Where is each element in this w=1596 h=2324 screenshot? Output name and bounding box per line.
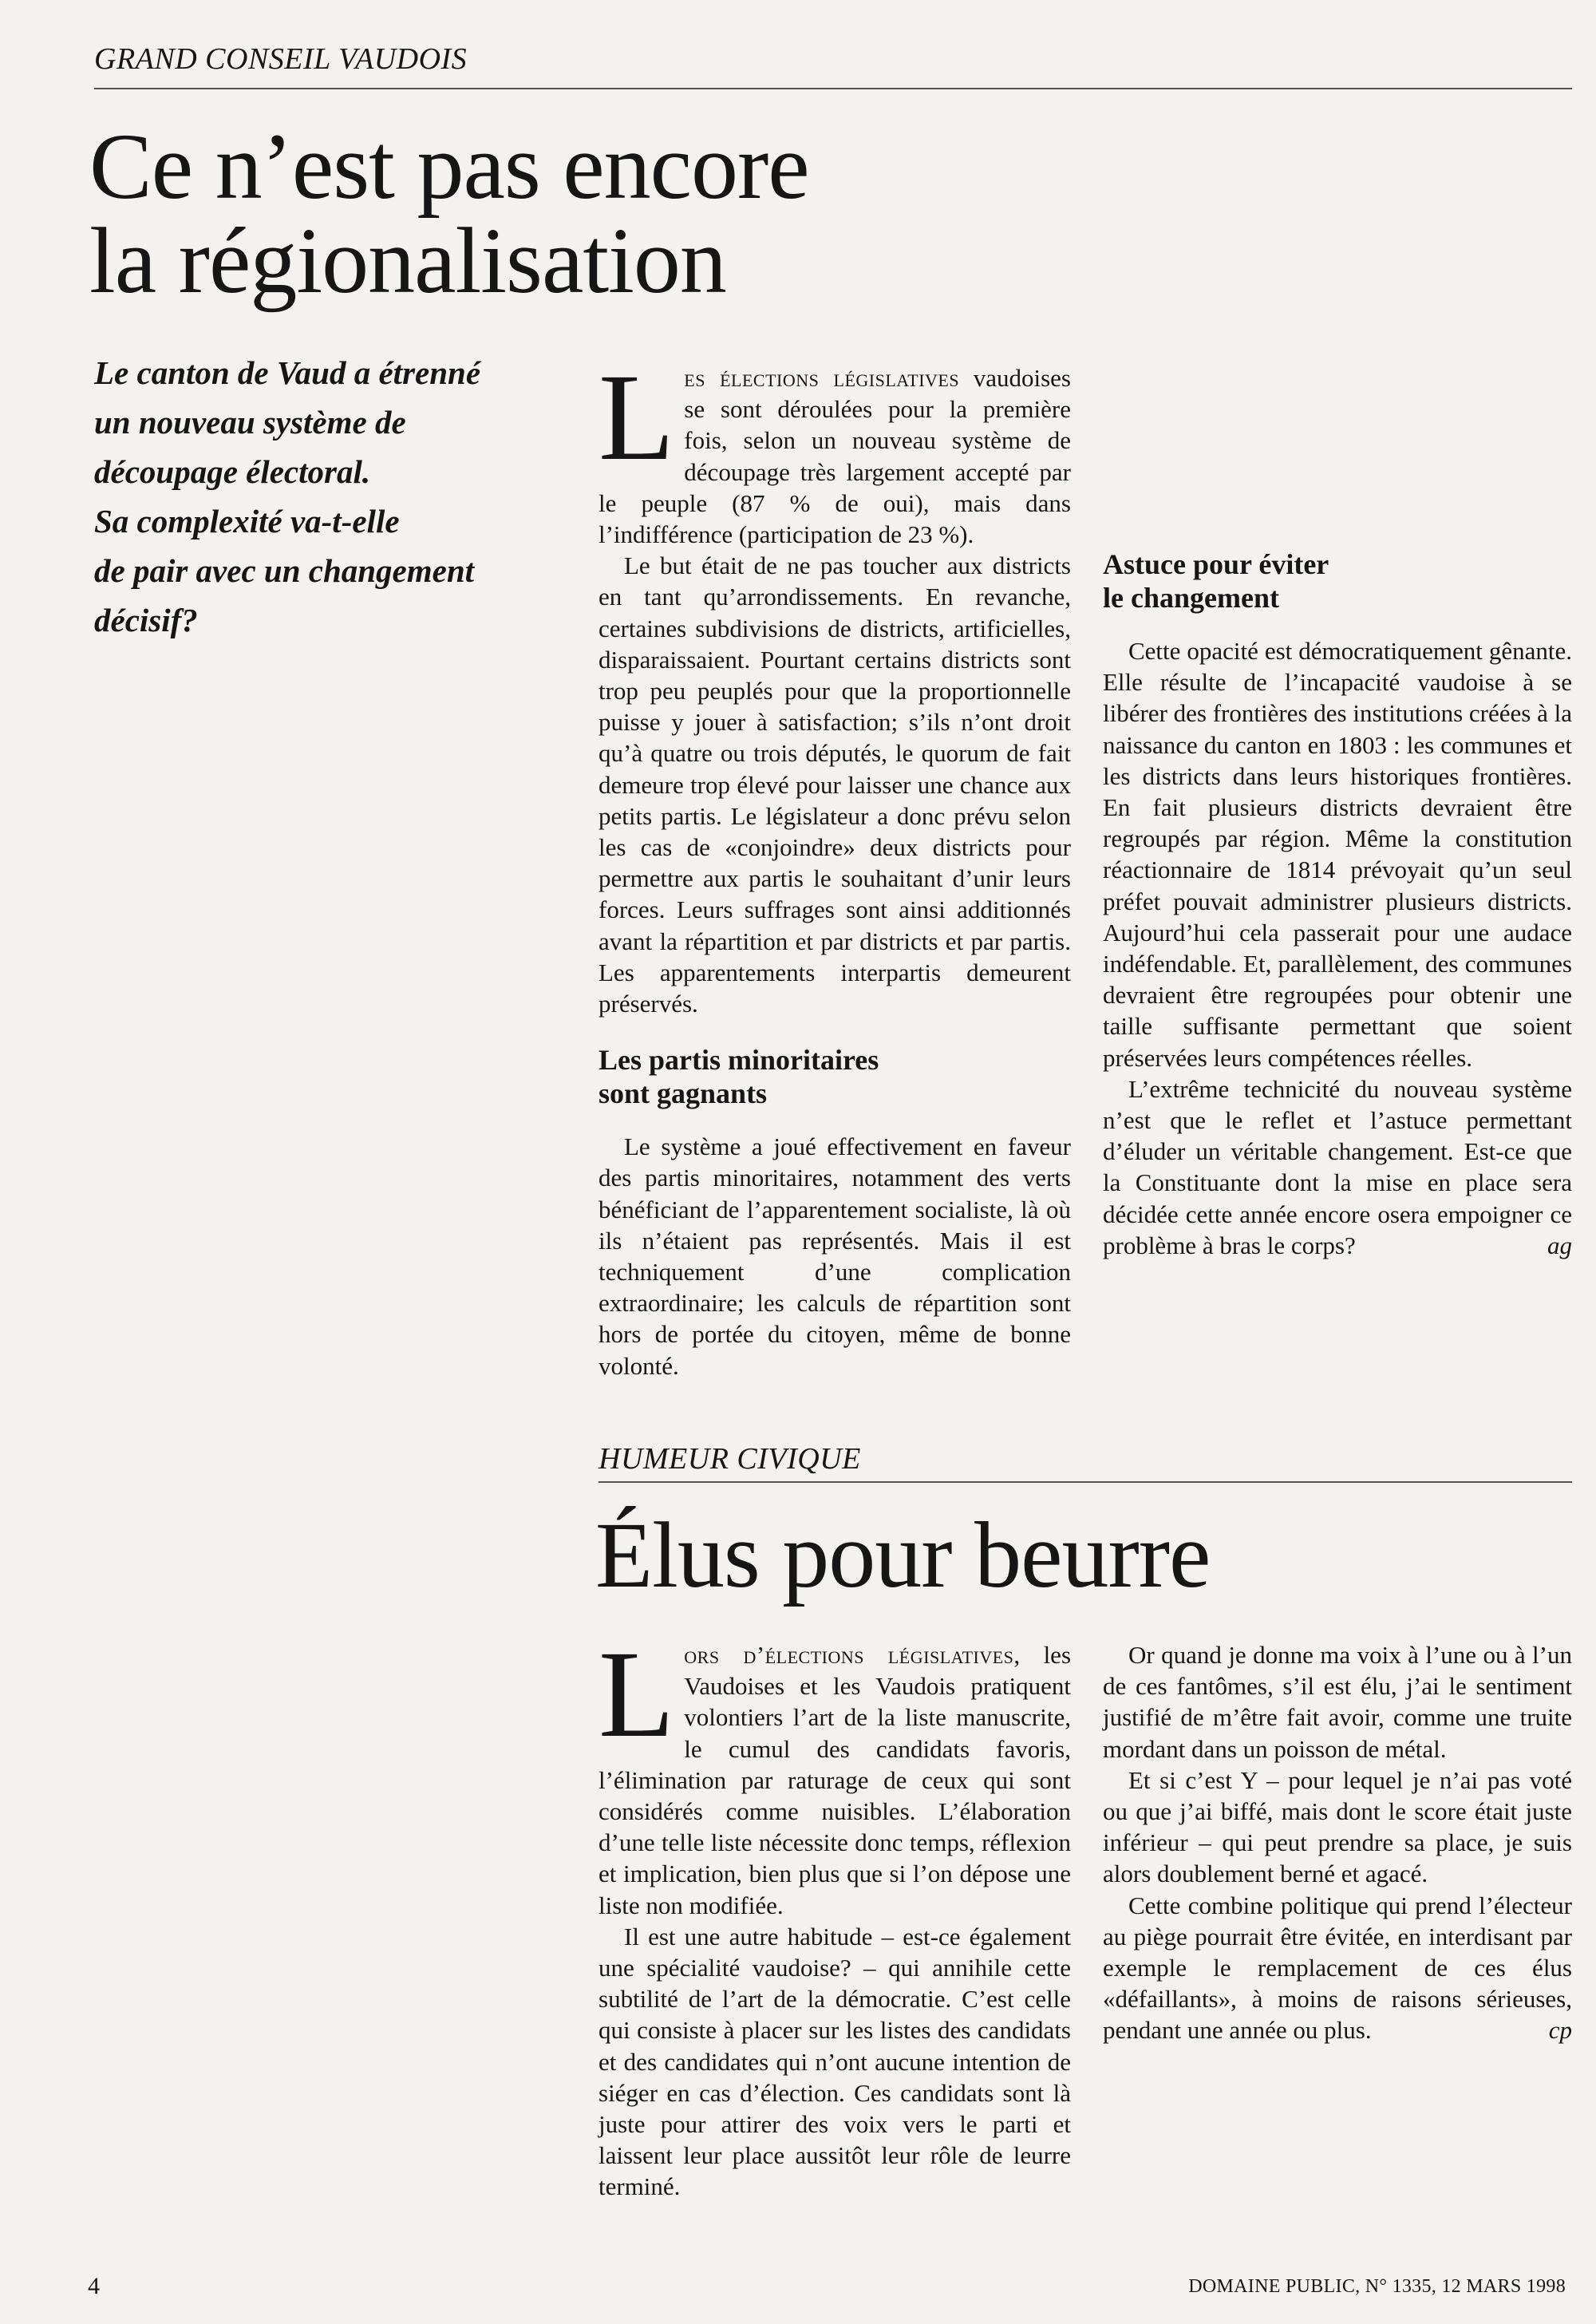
section-rule — [598, 1481, 1572, 1483]
section-kicker: HUMEUR CIVIQUE — [598, 1442, 861, 1476]
article-column-1 — [598, 348, 1071, 1381]
paragraph — [1103, 1890, 1572, 2046]
paragraph: Et si c’est Y – pour lequel je n’ai pas voté ou que j’ai biffé, mais dont le score était juste inférieur – qui peut prendre sa place, je suis alors doublement berné et agacé. — [1103, 1765, 1572, 1888]
article-column-1 — [598, 1625, 1072, 2203]
subheading: Astuce pour éviter le changement — [1103, 548, 1329, 614]
article-title: Élus pour beurre — [595, 1503, 1211, 1607]
author-signature: cp — [1548, 2016, 1572, 2045]
paragraph — [598, 348, 1071, 550]
section-kicker: GRAND CONSEIL VAUDOIS — [94, 42, 468, 76]
paragraph — [1103, 1073, 1572, 1261]
paragraph-text: vaudoises se sont déroulées pour la première fois, selon un nouveau système de découpage très largement accepté par le peuple (87 % de oui), mais dans l’indifférence (participation de 23 %). — [598, 364, 1071, 549]
paragraph-text: , les Vaudoises et les Vaudois pratiquent volontiers l’art de la liste manuscrite, le cumul des candidats favoris, l’élimination par raturage de ceux qui sont considérés comme nuisibles. L’élaboration d’une telle liste nécessite donc temps, réflexion et implication, bien plus que si l’on dépose une liste non modifiée. — [598, 1641, 1072, 1919]
paragraph: Le système a joué effectivement en faveur des partis minoritaires, notamment des verts bénéficiant de l’apparentement socialiste, là où ils n’étaient pas représentés. Mais il est techniquement d’une complication extraordinaire; les calculs de répartition sont hors de portée du citoyen, même de bonne volonté. — [598, 1132, 1071, 1380]
subheading: Les partis minoritaires sont gagnants — [598, 1044, 879, 1110]
article-column-2 — [1103, 1639, 1572, 2046]
publication-info: DOMAINE PUBLIC, N° 1335, 12 MARS 1998 — [1188, 2276, 1566, 2297]
paragraph: Or quand je donne ma voix à l’une ou à l’un de ces fantômes, s’il est élu, j’ai le sentiment justifié de m’être fait avoir, comme une truite mordant dans un poisson de métal. — [1103, 1641, 1572, 1763]
paragraph: Le but était de ne pas toucher aux districts en tant qu’arrondissements. En revanche, certaines subdivisions de districts, artificielles, disparaissaient. Pourtant certains districts sont trop peu peuplés pour que la proportionnelle puisse y jouer à satisfaction; s’ils n’ont droit qu’à quatre ou trois députés, le quorum de fait demeure trop élevé pour laisser une chance aux petits partis. Le législateur a donc prévu selon les cas de «conjoindre» deux districts pour permettre aux partis le souhaitant d’unir leurs forces. Leurs suffrages sont ainsi additionnés avant la répartition et par districts et par partis. Les apparentements interpartis demeurent préservés. — [598, 551, 1071, 1018]
author-signature: ag — [1547, 1231, 1572, 1259]
drop-cap: L — [598, 1625, 675, 1763]
page-number: 4 — [88, 2273, 101, 2299]
article-lede: Le canton de Vaud a étrenné un nouveau système de découpage électoral. Sa complexité va-t-elle de pair avec un changement décisif? — [94, 354, 481, 638]
lead-in: es élections législatives — [684, 364, 960, 392]
section-rule — [94, 88, 1572, 89]
paragraph: Il est une autre habitude – est-ce également une spécialité vaudoise? – qui annihile cette subtilité de l’art de la démocratie. C’est celle qui consiste à placer sur les listes des candidats et des candidates qui n’ont aucune intention de siéger en cas d’élection. Ces candidats sont là juste pour attirer des voix vers le parti et laissent leur place aussitôt leur rôle de leurre terminé. — [598, 1922, 1071, 2201]
article-column-2 — [1103, 541, 1572, 1261]
drop-cap: L — [598, 348, 675, 486]
lead-in: ors d’élections législatives — [684, 1641, 1014, 1669]
paragraph-text: Cette combine politique qui prend l’électeur au piège pourrait être évitée, en interdisant par exemple le remplacement de ces élus «défaillants», à moins de raisons sérieuses, pendant une année ou plus. — [1103, 1891, 1572, 2045]
paragraph — [598, 1625, 1072, 1921]
article-title: Ce n’est pas encore la régionalisation — [89, 114, 809, 313]
paragraph: Cette opacité est démocratiquement gênante. Elle résulte de l’incapacité vaudoise à se libérer des frontières des institutions créées à la naissance du canton en 1803 : les communes et les districts dans leurs historiques frontières. En fait plusieurs districts devraient être regroupés par région. Même la constitution réactionnaire de 1814 prévoyait qu’un seul préfet pouvait administrer plusieurs districts. Aujourd’hui cela passerait pour une audace indéfendable. Et, parallèlement, des communes devraient être regroupées pour obtenir une taille suffisante permettant que soient préservées leurs compétences réelles. — [1103, 637, 1572, 1072]
paragraph-text: L’extrême technicité du nouveau système n’est que le reflet et l’astuce permettant d’éluder un véritable changement. Est-ce que la Constituante dont la mise en place sera décidée cette année encore osera empoigner ce problème à bras le corps? — [1103, 1074, 1572, 1259]
